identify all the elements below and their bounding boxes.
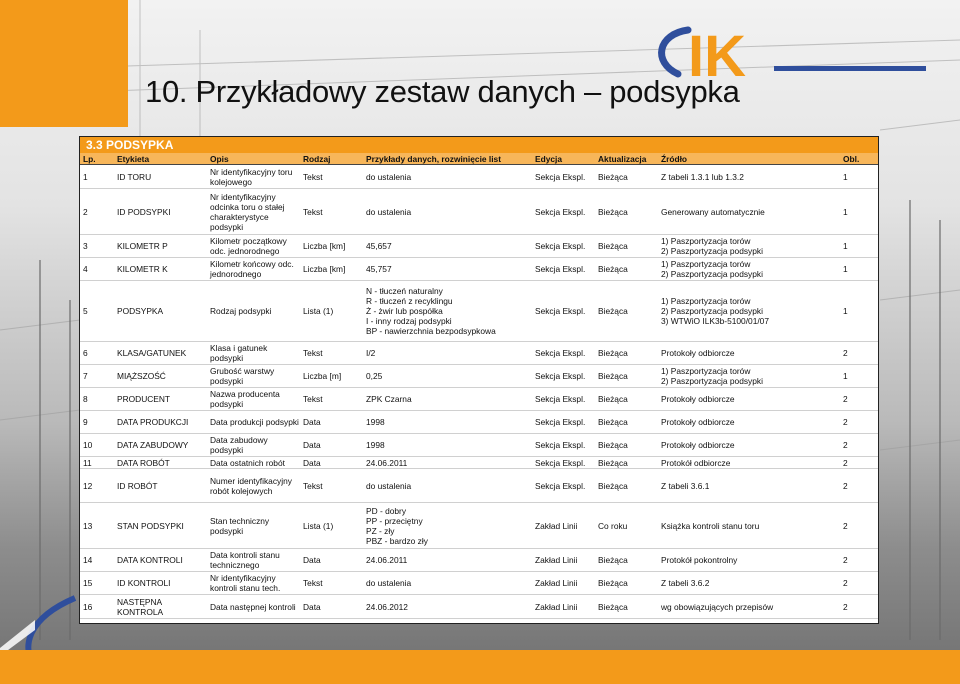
cell-desc-line: Data produkcji podsypki [210, 417, 299, 427]
column-header: Opis [207, 153, 300, 165]
cell-desc [207, 258, 300, 281]
cell-label: ID PODSYPKI [114, 189, 207, 235]
cell-update: Bieżąca [595, 457, 658, 469]
cell-type: Data [300, 411, 363, 434]
cell-edit: Sekcja Ekspl. [532, 342, 595, 365]
cell-obl: 2 [840, 411, 878, 434]
column-header: Przykłady danych, rozwinięcie list [363, 153, 532, 165]
column-header: Lp. [80, 153, 114, 165]
cell-source [658, 281, 840, 342]
cell-obl: 1 [840, 235, 878, 258]
cell-examples-line: 24.06.2011 [366, 457, 408, 468]
cell-type: Data [300, 434, 363, 457]
column-header: Źródło [658, 153, 840, 165]
cell-desc-line: Klasa i gatunek [210, 343, 268, 353]
cell-type: Data [300, 457, 363, 469]
cell-examples [363, 165, 532, 189]
cell-examples-line: ZPK Czarna [366, 394, 412, 404]
cell-lp: 9 [80, 411, 114, 434]
cell-examples [363, 503, 532, 549]
cell-source [658, 595, 840, 619]
cell-desc-line: podsypki [210, 376, 244, 386]
cell-obl: 1 [840, 189, 878, 235]
cell-update: Bieżąca [595, 411, 658, 434]
cell-examples-line: PD - dobry [366, 505, 407, 516]
cell-desc [207, 503, 300, 549]
cell-desc-line: podsypki [210, 353, 244, 363]
cell-label [114, 595, 207, 619]
cell-examples [363, 189, 532, 235]
cell-type: Lista (1) [300, 503, 363, 549]
cell-lp: 10 [80, 434, 114, 457]
cell-examples [363, 457, 532, 469]
column-header: Obl. [840, 153, 878, 165]
cell-desc [207, 595, 300, 619]
cell-desc-line: podsypki [210, 525, 244, 536]
cell-desc [207, 165, 300, 189]
cell-obl: 1 [840, 258, 878, 281]
cell-source-line: Protokoły odbiorcze [661, 348, 735, 358]
cell-lp: 13 [80, 503, 114, 549]
cell-examples-line: I/2 [366, 348, 376, 358]
cell-desc-line: Nr identyfikacyjny [210, 573, 276, 583]
bottom-orange-bar [0, 650, 960, 684]
cell-examples [363, 281, 532, 342]
cell-desc-line: podsypki [210, 399, 244, 409]
table-row [80, 595, 878, 619]
cell-edit: Zakład Linii [532, 549, 595, 572]
cell-label: PRODUCENT [114, 388, 207, 411]
cell-lp: 8 [80, 388, 114, 411]
cell-source [658, 503, 840, 549]
cell-desc-line: Rodzaj podsypki [210, 306, 272, 316]
cell-source [658, 342, 840, 365]
cell-lp: 5 [80, 281, 114, 342]
cell-type: Lista (1) [300, 281, 363, 342]
cell-type: Liczba [m] [300, 365, 363, 388]
table-row [80, 457, 878, 469]
cell-label-line: KONTROLA [117, 606, 164, 617]
cell-desc [207, 189, 300, 235]
cell-lp: 12 [80, 469, 114, 503]
cell-desc-line: Kilometr początkowy [210, 236, 287, 246]
cell-update: Bieżąca [595, 189, 658, 235]
cell-update: Bieżąca [595, 388, 658, 411]
cell-examples-line: do ustalenia [366, 578, 412, 588]
cell-desc [207, 572, 300, 595]
cell-source [658, 388, 840, 411]
cell-label: DATA ROBÓT [114, 457, 207, 469]
slide-title: 10. Przykładowy zestaw danych – podsypka [145, 74, 740, 109]
cell-desc-line: kontroli stanu tech. [210, 583, 281, 593]
logo-text: IK [688, 24, 746, 86]
cell-examples [363, 469, 532, 503]
cell-label: ID ROBÓT [114, 469, 207, 503]
cell-examples [363, 434, 532, 457]
cell-desc [207, 342, 300, 365]
cell-examples-line: 1998 [366, 417, 385, 427]
cell-source-line: wg obowiązujących przepisów [661, 601, 774, 612]
cell-obl: 2 [840, 503, 878, 549]
cell-edit: Sekcja Ekspl. [532, 235, 595, 258]
cell-examples-line: I - inny rodzaj podsypki [366, 316, 452, 326]
cell-desc [207, 365, 300, 388]
cell-obl: 2 [840, 457, 878, 469]
cell-source-line: 2) Paszportyzacja podsypki [661, 269, 763, 279]
cell-desc-line: Data kontroli stanu [210, 550, 280, 560]
cell-update: Bieżąca [595, 434, 658, 457]
cell-label: KILOMETR P [114, 235, 207, 258]
cell-source [658, 549, 840, 572]
cell-source-line: 3) WTWiO ILK3b-5100/01/07 [661, 316, 769, 326]
cell-desc-line: Nr identyfikacyjny [210, 191, 276, 202]
cell-examples-line: PP - przeciętny [366, 515, 423, 526]
cell-source [658, 365, 840, 388]
cell-obl: 1 [840, 281, 878, 342]
data-sheet [79, 136, 879, 624]
table-row [80, 235, 878, 258]
cell-update: Co roku [595, 503, 658, 549]
cell-desc-line: Nazwa producenta [210, 389, 280, 399]
cell-examples-line: do ustalenia [366, 480, 412, 491]
cell-type: Tekst [300, 165, 363, 189]
cell-label: KLASA/GATUNEK [114, 342, 207, 365]
cell-lp: 7 [80, 365, 114, 388]
cell-examples-line: do ustalenia [366, 171, 412, 182]
cell-examples-line: R - tłuczeń z recyklingu [366, 296, 453, 306]
cell-desc-line: Kilometr końcowy odc. [210, 259, 294, 269]
cell-desc [207, 549, 300, 572]
cell-examples-line: do ustalenia [366, 206, 412, 217]
column-header: Etykieta [114, 153, 207, 165]
cell-edit: Sekcja Ekspl. [532, 388, 595, 411]
cell-source-line: Protokoły odbiorcze [661, 417, 735, 427]
table-row [80, 549, 878, 572]
cell-source-line: Książka kontroli stanu toru [661, 520, 760, 531]
cell-edit: Zakład Linii [532, 595, 595, 619]
cell-update: Bieżąca [595, 595, 658, 619]
cell-edit: Zakład Linii [532, 503, 595, 549]
table-row [80, 258, 878, 281]
cell-source-line: Z tabeli 3.6.1 [661, 480, 710, 491]
cell-edit: Sekcja Ekspl. [532, 189, 595, 235]
cell-examples-line: 45,757 [366, 264, 392, 274]
cell-examples-line: PZ - zły [366, 525, 395, 536]
cell-desc-line: robót kolejowych [210, 485, 273, 496]
table-row [80, 469, 878, 503]
cell-source-line: Protokół odbiorcze [661, 457, 731, 468]
cell-update: Bieżąca [595, 469, 658, 503]
cell-lp: 14 [80, 549, 114, 572]
cell-examples [363, 388, 532, 411]
cell-source-line: Z tabeli 3.6.2 [661, 578, 710, 588]
table-row [80, 365, 878, 388]
table-header-row [80, 153, 878, 165]
ik-logo [648, 22, 928, 86]
cell-lp: 4 [80, 258, 114, 281]
cell-source [658, 189, 840, 235]
cell-examples-line: 24.06.2012 [366, 601, 408, 612]
cell-desc [207, 235, 300, 258]
cell-source-line: 1) Paszportyzacja torów [661, 236, 751, 246]
cell-edit: Sekcja Ekspl. [532, 434, 595, 457]
cell-obl: 2 [840, 549, 878, 572]
table-row [80, 572, 878, 595]
cell-lp: 15 [80, 572, 114, 595]
cell-examples-line: 45,657 [366, 241, 392, 251]
cell-desc-line: Numer identyfikacyjny [210, 475, 292, 486]
cell-desc [207, 457, 300, 469]
cell-label: STAN PODSYPKI [114, 503, 207, 549]
cell-source-line: Protokół pokontrolny [661, 555, 738, 565]
cell-edit: Sekcja Ekspl. [532, 469, 595, 503]
cell-update: Bieżąca [595, 281, 658, 342]
cell-label: DATA PRODUKCJI [114, 411, 207, 434]
cell-source [658, 165, 840, 189]
cell-desc [207, 469, 300, 503]
cell-desc-line: podsypki [210, 221, 244, 232]
cell-examples-line: BP - nawierzchnia bezpodsypkowa [366, 326, 496, 336]
cell-obl: 2 [840, 595, 878, 619]
cell-source-line: 2) Paszportyzacja podsypki [661, 306, 763, 316]
cell-update: Bieżąca [595, 572, 658, 595]
cell-examples-line: Ż - żwir lub pospółka [366, 306, 443, 316]
cell-type: Liczba [km] [300, 235, 363, 258]
cell-examples [363, 365, 532, 388]
cell-label: ID TORU [114, 165, 207, 189]
column-header: Aktualizacja [595, 153, 658, 165]
cell-lp: 2 [80, 189, 114, 235]
cell-update: Bieżąca [595, 365, 658, 388]
cell-type: Tekst [300, 469, 363, 503]
section-title: 3.3 PODSYPKA [80, 137, 878, 153]
cell-source [658, 469, 840, 503]
cell-source-line: 1) Paszportyzacja torów [661, 366, 751, 376]
cell-type: Data [300, 595, 363, 619]
orange-corner-block [0, 0, 128, 127]
cell-desc-line: odc. jednorodnego [210, 246, 280, 256]
cell-examples-line: PBZ - bardzo zły [366, 535, 428, 546]
cell-update: Bieżąca [595, 549, 658, 572]
table-row [80, 165, 878, 189]
cell-source-line: Protokoły odbiorcze [661, 440, 735, 450]
cell-desc-line: Nr identyfikacyjny toru [210, 166, 293, 177]
cell-desc [207, 281, 300, 342]
cell-lp: 6 [80, 342, 114, 365]
cell-desc-line: Stan techniczny [210, 515, 270, 526]
cell-examples [363, 549, 532, 572]
table-row [80, 503, 878, 549]
cell-label: DATA ZABUDOWY [114, 434, 207, 457]
cell-obl: 1 [840, 165, 878, 189]
cell-examples-line: N - tłuczeń naturalny [366, 286, 443, 296]
cell-update: Bieżąca [595, 165, 658, 189]
cell-desc-line: Grubość warstwy [210, 366, 275, 376]
column-header: Edycja [532, 153, 595, 165]
cell-label-line: NASTĘPNA [117, 596, 163, 607]
cell-edit: Sekcja Ekspl. [532, 365, 595, 388]
cell-source-line: 2) Paszportyzacja podsypki [661, 246, 763, 256]
cell-lp: 1 [80, 165, 114, 189]
table-row [80, 281, 878, 342]
cell-desc [207, 411, 300, 434]
cell-obl: 2 [840, 469, 878, 503]
cell-examples [363, 342, 532, 365]
cell-desc-line: podsypki [210, 445, 244, 455]
cell-source-line: Generowany automatycznie [661, 206, 765, 217]
cell-source-line: Protokoły odbiorcze [661, 394, 735, 404]
cell-obl: 2 [840, 434, 878, 457]
cell-desc-line: Data następnej kontroli [210, 601, 296, 612]
cell-obl: 2 [840, 342, 878, 365]
cell-edit: Sekcja Ekspl. [532, 165, 595, 189]
table-row [80, 388, 878, 411]
cell-source [658, 572, 840, 595]
cell-source-line: 2) Paszportyzacja podsypki [661, 376, 763, 386]
cell-desc-line: Data zabudowy [210, 435, 268, 445]
cell-examples [363, 411, 532, 434]
cell-desc [207, 388, 300, 411]
cell-source [658, 411, 840, 434]
table-row [80, 342, 878, 365]
cell-update: Bieżąca [595, 342, 658, 365]
cell-label: MIĄŻSZOŚĆ [114, 365, 207, 388]
cell-obl: 2 [840, 572, 878, 595]
table-row [80, 434, 878, 457]
data-table [80, 153, 878, 619]
cell-edit: Zakład Linii [532, 572, 595, 595]
cell-examples-line: 1998 [366, 440, 385, 450]
cell-type: Tekst [300, 342, 363, 365]
cell-lp: 16 [80, 595, 114, 619]
cell-source-line: Z tabeli 1.3.1 lub 1.3.2 [661, 171, 744, 182]
cell-obl: 1 [840, 365, 878, 388]
cell-examples-line: 24.06.2011 [366, 555, 408, 565]
cell-label: ID KONTROLI [114, 572, 207, 595]
cell-examples-line: 0,25 [366, 371, 383, 381]
cell-type: Liczba [km] [300, 258, 363, 281]
cell-source [658, 235, 840, 258]
cell-label: PODSYPKA [114, 281, 207, 342]
cell-source-line: 1) Paszportyzacja torów [661, 259, 751, 269]
cell-desc-line: charakterystyce [210, 211, 269, 222]
table-row [80, 411, 878, 434]
cell-examples [363, 235, 532, 258]
cell-desc-line: Data ostatnich robót [210, 457, 285, 468]
cell-obl: 2 [840, 388, 878, 411]
cell-desc-line: odcinka toru o stałej [210, 201, 285, 212]
cell-examples [363, 258, 532, 281]
cell-desc [207, 434, 300, 457]
cell-type: Tekst [300, 572, 363, 595]
cell-edit: Sekcja Ekspl. [532, 258, 595, 281]
cell-type: Tekst [300, 189, 363, 235]
cell-lp: 11 [80, 457, 114, 469]
table-row [80, 189, 878, 235]
cell-source [658, 258, 840, 281]
cell-desc-line: jednorodnego [210, 269, 262, 279]
cell-lp: 3 [80, 235, 114, 258]
cell-edit: Sekcja Ekspl. [532, 411, 595, 434]
cell-label: KILOMETR K [114, 258, 207, 281]
cell-source [658, 434, 840, 457]
cell-desc-line: kolejowego [210, 176, 252, 187]
cell-edit: Sekcja Ekspl. [532, 281, 595, 342]
cell-source [658, 457, 840, 469]
cell-desc-line: technicznego [210, 560, 260, 570]
cell-edit: Sekcja Ekspl. [532, 457, 595, 469]
column-header: Rodzaj [300, 153, 363, 165]
cell-update: Bieżąca [595, 258, 658, 281]
cell-label: DATA KONTROLI [114, 549, 207, 572]
cell-update: Bieżąca [595, 235, 658, 258]
cell-source-line: 1) Paszportyzacja torów [661, 296, 751, 306]
cell-type: Tekst [300, 388, 363, 411]
cell-examples [363, 595, 532, 619]
cell-type: Data [300, 549, 363, 572]
cell-examples [363, 572, 532, 595]
